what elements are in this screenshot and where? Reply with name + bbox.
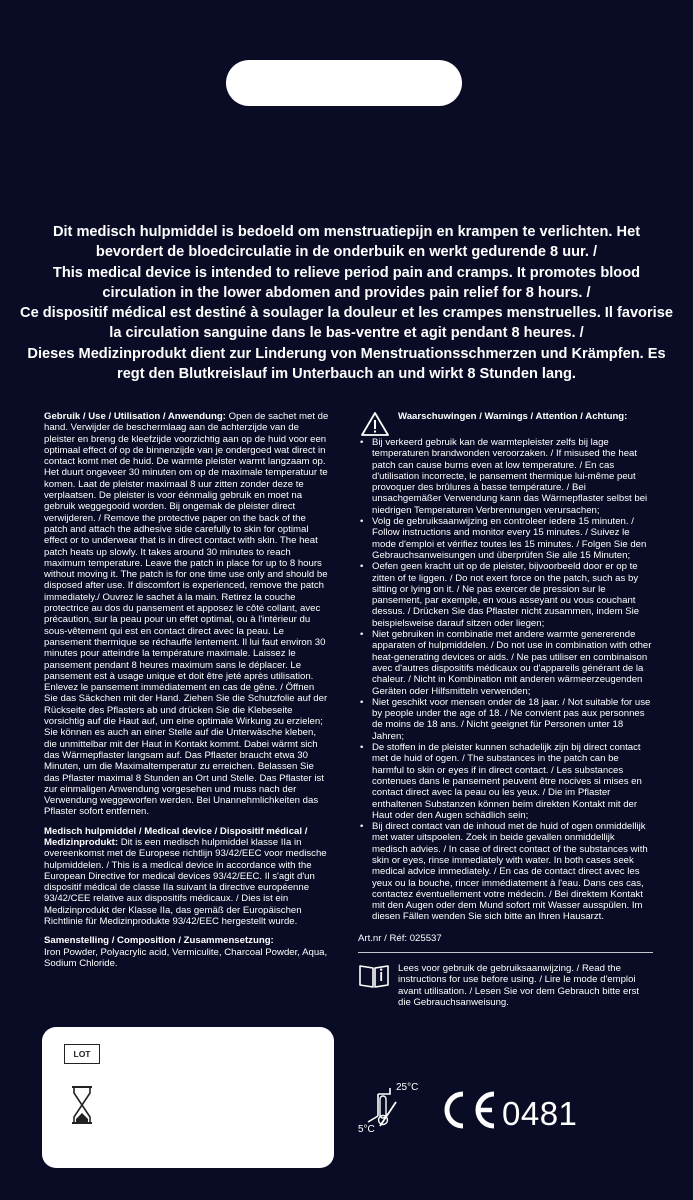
intro-en: This medical device is intended to relieve period pain and cramps. It promotes blood circulation in the lower abdomen and provides pain relief for 8 hours. / [52,264,641,301]
regulatory-symbols [358,1078,658,1148]
composition-section [44,935,329,969]
warning-item: • De stoffen in de pleister kunnen schadelijk zijn bij direct contact met de huid of ogen. / The substances in the patch can be harmful to skin or eyes if in direct contact. / Les substances contenues dans le pansement peuvent être nocives si mises en contact direct avec la peau ou les yeux. / Die im Pflaster enthaltenen Substanzen können beim direkten Kontakt mit der Haut oder den Augen schädlich sein; [358,742,653,821]
instructions-text: Lees voor gebruik de gebruiksaanwijzing. / Read the instructions for use before using. / Lire le mode d'emploi avant utilisation. / Lesen Sie vor dem Gebrauch bitte erst die Gebrauchsanweisung. [398,963,640,1008]
usage-section [44,411,329,818]
device-section [44,826,329,928]
warnings-list [358,437,653,923]
instructions-note [358,963,653,1013]
temp-max-label: 25°C [396,1082,419,1093]
divider [358,952,653,953]
temperature-limit-icon [358,1078,422,1138]
device-text: Dit is een medisch hulpmiddel klasse IIa in overeenkomst met de Europese richtlijn 93/42/EEC voor medische hulpmiddelen. / This is a medical device in accordance with the European Directive for medical devices 93/42/EEC. Il s'agit d'un dispositif médical de classe IIa suivant la directive européenne 93/42/CEE relative aux dispositifs médicaux. / Dies ist ein Medizinprodukt der Klasse IIa, das gemäß der Europäischen Richtlinie für Medizinprodukte 93/42/EEC hergestellt wurde. [44,836,327,928]
warnings-header [358,411,653,435]
ce-mark-icon [438,1090,498,1130]
warning-item: • Niet gebruiken in combinatie met andere warmte genererende apparaten of hulpmiddelen. / Do not use in combination with other heat-generating devices or aids. / Ne pas utiliser en combinaison avec d'autres dispositifs médicaux ou d'appareils générant de la chaleur. / Nicht in Kombination mit anderen wärmeerzeugenden Geräten oder Hilfsmitteln verwenden; [358,629,653,697]
left-column [44,411,329,977]
warning-item: • Niet geschikt voor mensen onder de 18 jaar. / Not suitable for use by people under the age of 18. / Ne convient pas aux personnes de moins de 18 ans. / Nicht geeignet für Personen unter 18 Jahren; [358,697,653,742]
intro-text [18,222,675,384]
usage-text: Open de sachet met de hand. Verwijder de beschermlaag aan de achterzijde van de pleister en breng de kleefzijde voorzichtig aan op de huid voor een optimaal effect of op de binnenzijde van je ondergoed wat direct in contact komt met de huid. De warmte pleister warmt langzaam op. Het duurt ongeveer 30 minuten om op de maximale temperatuur te komen. Laat de pleister maximaal 8 uur zitten zonder deze te verplaatsen. De pleister is voor éénmalig gebruik en moet na gebruik weggegooid worden. Bij ongemak de pleister direct verwijderen. / Remove the protective paper on the back of the patch and attach the adhesive side carefully to skin for optimal effect or to underwear that is in direct contact with skin. The heat patch heats up slowly. It takes around 30 minutes to reach maximum temperature. Leave the patch in place for up to 8 hours without moving it. The patch is for one time use only and should be disposed after use. If discomfort is experienced, remove the patch immediately./ Ouvrez le sachet à la main. Retirez la couche protectrice au dos du pansement et apposez le côté collant, avec précaution, sur la peau pour un effet optimal, ou à l'intérieur du sous-vêtement qui est en contact direct avec la peau. Le pansement thermique se réchauffe lentement. Il lui faut environ 30 minutes pour atteindre la température maximale. Laissez le pansement pendant 8 heures maximum sans le déplacer. Le pansement est à usage unique et doit être jeté après utilisation. Enlevez le pansement immédiatement en cas de gêne. / Öffnen Sie das Säckchen mit der Hand. Ziehen Sie die Schutzfolie auf der Rückseite des Pflasters ab und drücken Sie die Klebeseite vorsichtig auf die Haut auf, um eine optimale Wirkung zu erzielen; Sie können es auch an einer Stelle auf die Unterwäsche kleben, die unmittelbar mit der Haut in Kontakt kommt. Dabei wärmt sich das Wärmepflaster langsam auf. Das Pflaster braucht etwa 30 Minuten, um die Maximaltemperatur zu erreichen. Belassen Sie das Pflaster maximal 8 Stunden an Ort und Stelle. Das Pflaster ist zur einmaligen Anwendung vorgesehen und muss nach der Verwendung weggeworfen werden. Bei Unannehmlichkeiten das Pflaster sofort entfernen. [44,411,329,818]
intro-de: Dieses Medizinprodukt dient zur Linderung von Menstruationsschmerzen und Krämpfen. Es regt den Blutkreislauf im Unterbauch an und wirkt 8 Stunden lang. [27,345,666,383]
warning-triangle-icon [360,411,390,437]
warning-item: • Volg de gebruiksaanwijzing en controleer iedere 15 minuten. / Follow instructions and monitor every 15 minutes. / Suivez le mode d'emploi et vérifiez toutes les 15 minutes. / Folgen Sie den Gebrauchsanweisungen und überprüfen Sie alle 15 Minuten; [358,516,653,561]
hang-hole [226,60,462,106]
warning-item: • Bij verkeerd gebruik kan de warmtepleister zelfs bij lage temperaturen brandwonden veroorzaken. / If misused the heat patch can cause burns even at low temperature. / En cas d'utilisation incorrecte, le pansement thermique lui-même peut provoquer des brûlures à basse température. / Bei unsachgemäßer Verwendung kann das Wärmepflaster selbst bei niedrigen Temperaturen Verbrennungen verursachen; [358,437,653,516]
lot-label: LOT [64,1044,100,1064]
usage-heading: Gebruik / Use / Utilisation / Anwendung: [44,411,226,422]
warnings-heading: Waarschuwingen / Warnings / Attention / Achtung: [398,411,628,422]
hourglass-icon [70,1085,94,1125]
notified-body-number: 0481 [502,1095,578,1132]
device-heading: Medisch hulpmiddel / Medical device / Dispositif médical / Medizinprodukt: [44,825,308,848]
temp-min-label: 5°C [358,1124,375,1135]
intro-fr: Ce dispositif médical est destiné à soulager la douleur et les crampes menstruelles. Il favorise la circulation sanguine dans le bas-ventre et agit pendant 8 heures. / [20,305,673,342]
composition-text: Iron Powder, Polyacrylic acid, Vermiculite, Charcoal Powder, Aqua, Sodium Chloride. [44,946,328,969]
instructions-book-icon [358,963,390,989]
warning-item: • Oefen geen kracht uit op de pleister, bijvoorbeeld door er op te zitten of te liggen. / Do not exert force on the patch, such as by sitting or lying on it. / Ne pas exercer de pression sur le pansement, par exemple, en vous asseyant ou vous couchant dessus. / Drücken Sie das Pflaster nicht zusammen, indem Sie beispielsweise darauf sitzen oder liegen; [358,561,653,629]
warning-item: • Bij direct contact van de inhoud met de huid of ogen onmiddellijk met water uitspoelen. Zoek in beide gevallen onmiddellijk medisch advies. / In case of direct contact of the substances with skin or eyes, rinse immediately with water. In both cases seek medical advice immediately. / En cas de contact direct avec les yeux ou la bouche, rincer immédiatement à l'eau. Dans ces cas, contactez éventuellement votre médecin. / Bei direktem Kontakt mit den Augen oder dem Mund sofort mit Wasser ausspülen. Im diesen Fällen wenden Sie sich bitte an Ihren Hausarzt. [358,821,653,923]
lot-expiry-panel [42,1027,334,1168]
article-number: Art.nr / Réf: 025537 [358,932,442,944]
right-column [358,411,653,1013]
intro-nl: Dit medisch hulpmiddel is bedoeld om menstruatiepijn en krampen te verlichten. Het bevordert de bloedcirculatie in de onderbuik en werkt gedurende 8 uur. / [52,224,641,261]
composition-heading: Samenstelling / Composition / Zusammensetzung: [44,935,274,947]
